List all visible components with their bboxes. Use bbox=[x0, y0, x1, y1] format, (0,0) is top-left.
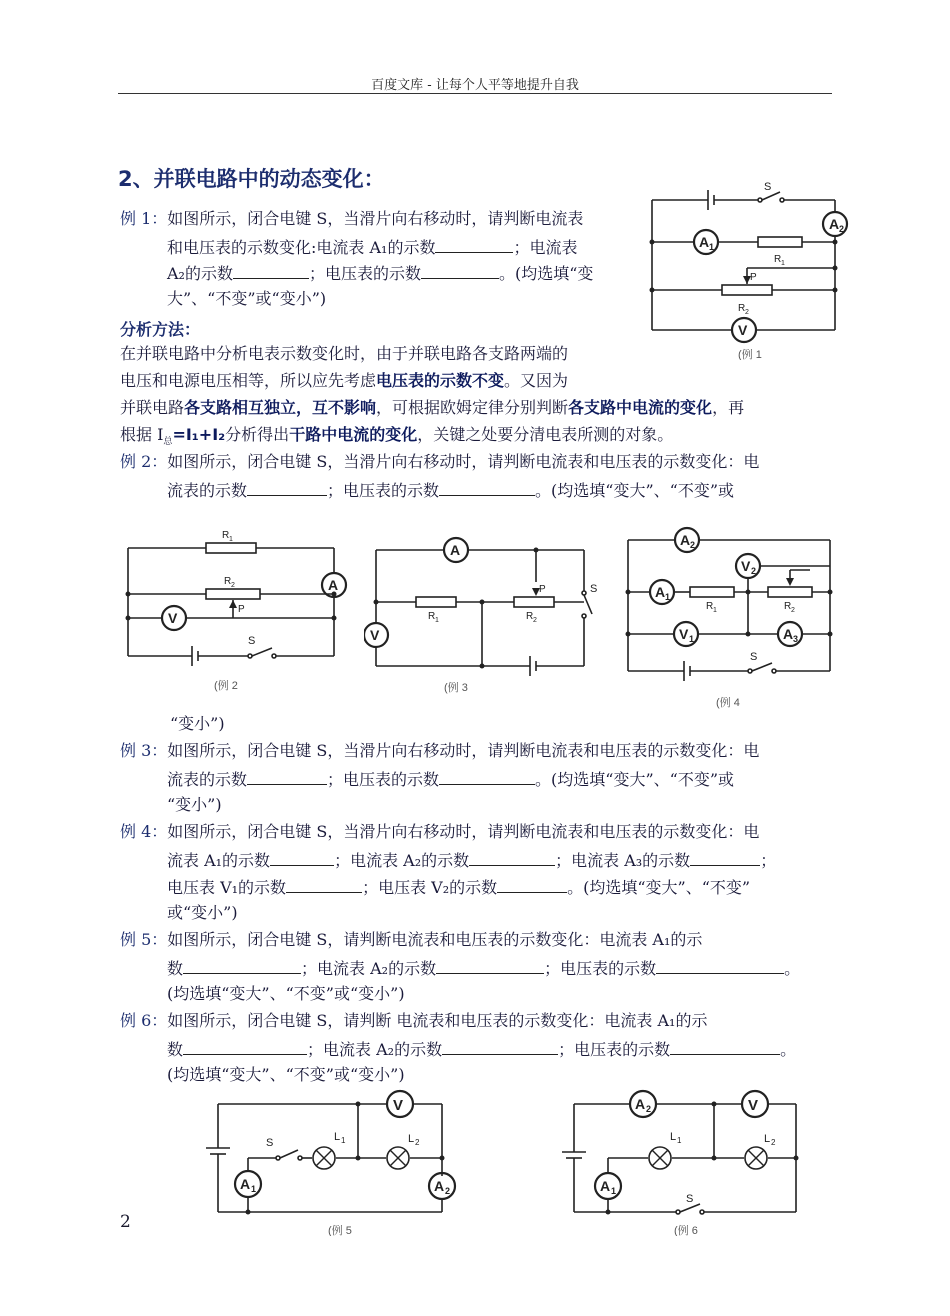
rheostat-r2-label: R bbox=[738, 303, 746, 314]
method-text: 。又因为 bbox=[504, 371, 569, 390]
rheostat-r2-label: R bbox=[526, 611, 534, 622]
header-divider bbox=[118, 93, 832, 94]
ex6-text: ；电压表的示数 bbox=[558, 1040, 671, 1059]
page-number: 2 bbox=[120, 1212, 131, 1232]
method-text: ，再 bbox=[712, 398, 745, 417]
switch-label: S bbox=[750, 651, 758, 663]
figure-caption: (例 1 bbox=[738, 349, 762, 360]
ex3-text: 。(均选填“变大”、“不变”或 bbox=[535, 770, 734, 789]
ammeter-a1-label: A bbox=[699, 234, 710, 250]
ex4-text: 电压表 V₁的示数 bbox=[167, 878, 287, 897]
ex2-text: 如图所示，闭合电键 S，当滑片向右移动时，请判断电流表和电压表的示数变化：电 bbox=[167, 452, 760, 471]
ex4-text: ； bbox=[760, 851, 777, 870]
ammeter-a1-label: 1 bbox=[709, 242, 715, 252]
answer-blank[interactable] bbox=[183, 957, 301, 974]
circuit-figure-4 bbox=[620, 526, 840, 714]
ex6-line3: (均选填“变大”、“不变”或“变小”) bbox=[167, 1065, 405, 1084]
ex4-text: 如图所示，闭合电键 S，当滑片向右移动时，请判断电流表和电压表的示数变化：电 bbox=[167, 822, 760, 841]
ex1-line1 bbox=[120, 209, 583, 229]
method-emphasis: 干路中电流的变化 bbox=[289, 425, 418, 444]
ex3-line1 bbox=[120, 741, 759, 761]
ammeter-a1-label: A bbox=[600, 1178, 611, 1194]
ex2-label: 例 2： bbox=[120, 452, 168, 471]
ex1-line3 bbox=[167, 262, 593, 284]
method-text: ，关键之处要分清电表所测的对象。 bbox=[417, 425, 674, 444]
ex5-text: 如图所示，闭合电键 S，请判断电流表和电压表的示数变化：电流表 A₁的示 bbox=[167, 930, 703, 949]
answer-blank[interactable] bbox=[670, 1038, 780, 1055]
section-title: 2、并联电路中的动态变化： bbox=[118, 167, 385, 191]
ammeter-a2-label: A bbox=[434, 1178, 445, 1194]
ex1-line2 bbox=[167, 236, 577, 258]
ammeter-a2-label: 2 bbox=[646, 1104, 652, 1114]
slider-p-label: P bbox=[539, 584, 546, 595]
ex4-label: 例 4： bbox=[120, 822, 168, 841]
ex6-label: 例 6： bbox=[120, 1011, 168, 1030]
ex1-text: 。(均选填“变 bbox=[499, 264, 594, 283]
answer-blank[interactable] bbox=[247, 479, 327, 496]
ex6-text: 数 bbox=[167, 1040, 184, 1059]
answer-blank[interactable] bbox=[435, 236, 513, 253]
ex6-text: 如图所示，闭合电键 S，请判断 电流表和电压表的示数变化：电流表 A₁的示 bbox=[167, 1011, 708, 1030]
ex6-line2 bbox=[167, 1038, 796, 1060]
answer-blank[interactable] bbox=[656, 957, 784, 974]
ex6-text: 。 bbox=[780, 1040, 797, 1059]
switch-label: S bbox=[764, 181, 772, 193]
ex5-line3: (均选填“变大”、“不变”或“变小”) bbox=[167, 984, 405, 1003]
method-line3 bbox=[120, 398, 744, 418]
answer-blank[interactable] bbox=[233, 262, 309, 279]
lamp-l1-label: L bbox=[334, 1131, 341, 1143]
ex4-text: ；电流表 A₃的示数 bbox=[555, 851, 691, 870]
page-header: 百度文库 - 让每个人平等地提升自我 bbox=[371, 78, 579, 93]
ex5-text: ；电流表 A₂的示数 bbox=[301, 959, 437, 978]
ex3-text: 如图所示，闭合电键 S，当滑片向右移动时，请判断电流表和电压表的示数变化：电 bbox=[167, 741, 760, 760]
rheostat-r2-label: R bbox=[784, 601, 792, 612]
answer-blank[interactable] bbox=[439, 479, 535, 496]
resistor-r1-label: 1 bbox=[229, 536, 233, 543]
switch-label: S bbox=[266, 1137, 274, 1149]
ammeter-a2-label: 2 bbox=[690, 540, 696, 550]
figure-caption: (例 5 bbox=[328, 1225, 352, 1236]
ammeter-a2-label: 2 bbox=[445, 1186, 451, 1196]
answer-blank[interactable] bbox=[436, 957, 544, 974]
ex4-line4: 或“变小”) bbox=[167, 903, 238, 922]
method-line1: 在并联电路中分析电表示数变化时，由于并联电路各支路两端的 bbox=[120, 344, 569, 363]
ex5-line1 bbox=[120, 930, 702, 950]
method-formula: =I₁+I₂ bbox=[172, 425, 226, 444]
slider-p-label: P bbox=[750, 272, 757, 283]
ammeter-a2-label: A bbox=[680, 532, 691, 548]
circuit-figure-6 bbox=[558, 1088, 818, 1236]
figure-caption: (例 6 bbox=[674, 1225, 698, 1236]
resistor-r1-label: R bbox=[774, 254, 782, 265]
ex1-text: 如图所示，闭合电键 S，当滑片向右移动时，请判断电流表 bbox=[167, 209, 584, 228]
answer-blank[interactable] bbox=[442, 1038, 558, 1055]
circuit-figure-3 bbox=[364, 536, 604, 696]
voltmeter-label: V bbox=[748, 1097, 759, 1114]
circuit-figure-1 bbox=[640, 180, 860, 360]
voltmeter-v2-label: V bbox=[741, 558, 751, 574]
method-line4 bbox=[120, 425, 673, 452]
ex1-label: 例 1： bbox=[120, 209, 168, 228]
voltmeter-label: V bbox=[738, 322, 748, 338]
ammeter-a1-label: 1 bbox=[665, 592, 671, 602]
ex1-text: ；电压表的示数 bbox=[308, 264, 421, 283]
ex3-text: 流表的示数 bbox=[167, 770, 248, 789]
ex2-line3: “变小”) bbox=[170, 714, 225, 733]
voltmeter-label: V bbox=[393, 1097, 404, 1114]
voltmeter-v2-label: 2 bbox=[751, 566, 757, 576]
circuit-figure-5 bbox=[196, 1088, 476, 1236]
method-text: 根据 I bbox=[120, 425, 164, 444]
ammeter-label: A bbox=[450, 542, 461, 558]
method-text: 并联电路 bbox=[120, 398, 185, 417]
ex4-text: ；电流表 A₂的示数 bbox=[334, 851, 470, 870]
ex2-line2 bbox=[167, 479, 734, 501]
answer-blank[interactable] bbox=[270, 849, 334, 866]
voltmeter-label: V bbox=[168, 610, 178, 626]
resistor-r1-label: 1 bbox=[781, 260, 785, 267]
ex5-text: 。 bbox=[784, 959, 801, 978]
ex6-text: ；电流表 A₂的示数 bbox=[307, 1040, 443, 1059]
resistor-r1-label: R bbox=[428, 611, 436, 622]
lamp-l2-label: 2 bbox=[771, 1138, 776, 1147]
answer-blank[interactable] bbox=[247, 768, 327, 785]
switch-label: S bbox=[686, 1193, 694, 1205]
method-text: ，可根据欧姆定律分别判断 bbox=[376, 398, 569, 417]
ammeter-a1-label: A bbox=[655, 584, 666, 600]
lamp-l1-label: 1 bbox=[677, 1136, 682, 1145]
rheostat-r2-label: 2 bbox=[745, 309, 749, 316]
ammeter-a3-label: A bbox=[783, 626, 794, 642]
resistor-r1-label: 1 bbox=[713, 607, 717, 614]
method-heading: 分析方法： bbox=[120, 320, 201, 339]
ex1-text: 和电压表的示数变化:电流表 A₁的示数 bbox=[167, 238, 436, 257]
lamp-l2-label: 2 bbox=[415, 1138, 420, 1147]
ammeter-a1-label: 1 bbox=[611, 1186, 617, 1196]
method-subscript: 总 bbox=[163, 437, 173, 448]
resistor-r1-label: R bbox=[706, 601, 714, 612]
ex3-text: ；电压表的示数 bbox=[327, 770, 440, 789]
ex3-line2 bbox=[167, 768, 734, 790]
answer-blank[interactable] bbox=[421, 262, 499, 279]
method-emphasis: 各支路相互独立，互不影响 bbox=[184, 398, 377, 417]
circuit-figure-2 bbox=[118, 526, 358, 694]
voltmeter-v1-label: 1 bbox=[689, 634, 695, 644]
ex4-text: 流表 A₁的示数 bbox=[167, 851, 271, 870]
ex6-line1 bbox=[120, 1011, 707, 1031]
ex2-text: 流表的示数 bbox=[167, 481, 248, 500]
lamp-l2-label: L bbox=[408, 1133, 415, 1145]
ammeter-a1-label: 1 bbox=[251, 1184, 257, 1194]
voltmeter-label: V bbox=[370, 627, 380, 643]
switch-label: S bbox=[590, 583, 598, 595]
method-line2 bbox=[120, 371, 568, 391]
method-emphasis: 各支路中电流的变化 bbox=[568, 398, 713, 417]
lamp-l1-label: 1 bbox=[341, 1136, 346, 1145]
ex4-line3 bbox=[167, 876, 750, 898]
ex4-line1 bbox=[120, 822, 759, 842]
ex4-text: ；电压表 V₂的示数 bbox=[362, 878, 498, 897]
figure-caption: (例 3 bbox=[444, 682, 468, 694]
rheostat-r2-label: 2 bbox=[533, 617, 537, 624]
rheostat-r2-label: 2 bbox=[791, 607, 795, 614]
method-text: 分析得出 bbox=[225, 425, 290, 444]
figure-caption: (例 2 bbox=[214, 680, 238, 692]
ex4-text: 。(均选填“变大”、“不变” bbox=[567, 878, 751, 897]
resistor-r1-label: R bbox=[222, 530, 230, 541]
ex4-line2 bbox=[167, 849, 776, 871]
ex5-line2 bbox=[167, 957, 800, 979]
ammeter-label: A bbox=[328, 577, 339, 593]
switch-label: S bbox=[248, 635, 256, 647]
ammeter-a2-label: A bbox=[829, 216, 840, 232]
ex1-text: ；电流表 bbox=[513, 238, 578, 257]
answer-blank[interactable] bbox=[497, 876, 567, 893]
lamp-l1-label: L bbox=[670, 1131, 677, 1143]
answer-blank[interactable] bbox=[286, 876, 362, 893]
ammeter-a1-label: A bbox=[240, 1176, 251, 1192]
ammeter-a2-label: 2 bbox=[839, 224, 845, 234]
ex1-line4: 大”、“不变”或“变小”) bbox=[167, 289, 327, 308]
lamp-l2-label: L bbox=[764, 1133, 771, 1145]
answer-blank[interactable] bbox=[183, 1038, 307, 1055]
ex5-text: ；电压表的示数 bbox=[544, 959, 657, 978]
ammeter-a2-label: A bbox=[635, 1096, 646, 1112]
figure-caption: (例 4 bbox=[716, 697, 740, 709]
ex3-line3: “变小”) bbox=[167, 795, 222, 814]
rheostat-r2-label: R bbox=[224, 576, 232, 587]
voltmeter-v1-label: V bbox=[679, 626, 689, 642]
ex3-label: 例 3： bbox=[120, 741, 168, 760]
ex2-line1 bbox=[120, 452, 759, 472]
ex2-text: 。(均选填“变大”、“不变”或 bbox=[535, 481, 734, 500]
answer-blank[interactable] bbox=[690, 849, 760, 866]
answer-blank[interactable] bbox=[469, 849, 555, 866]
method-text: 电压和电源电压相等，所以应先考虑 bbox=[120, 371, 377, 390]
ex1-text: A₂的示数 bbox=[167, 264, 233, 283]
answer-blank[interactable] bbox=[439, 768, 535, 785]
ex5-label: 例 5： bbox=[120, 930, 168, 949]
method-emphasis: 电压表的示数不变 bbox=[376, 371, 505, 390]
slider-p-label: P bbox=[238, 604, 245, 615]
rheostat-r2-label: 2 bbox=[231, 582, 235, 589]
ammeter-a3-label: 3 bbox=[793, 634, 799, 644]
ex5-text: 数 bbox=[167, 959, 184, 978]
ex2-text: ；电压表的示数 bbox=[327, 481, 440, 500]
resistor-r1-label: 1 bbox=[435, 617, 439, 624]
